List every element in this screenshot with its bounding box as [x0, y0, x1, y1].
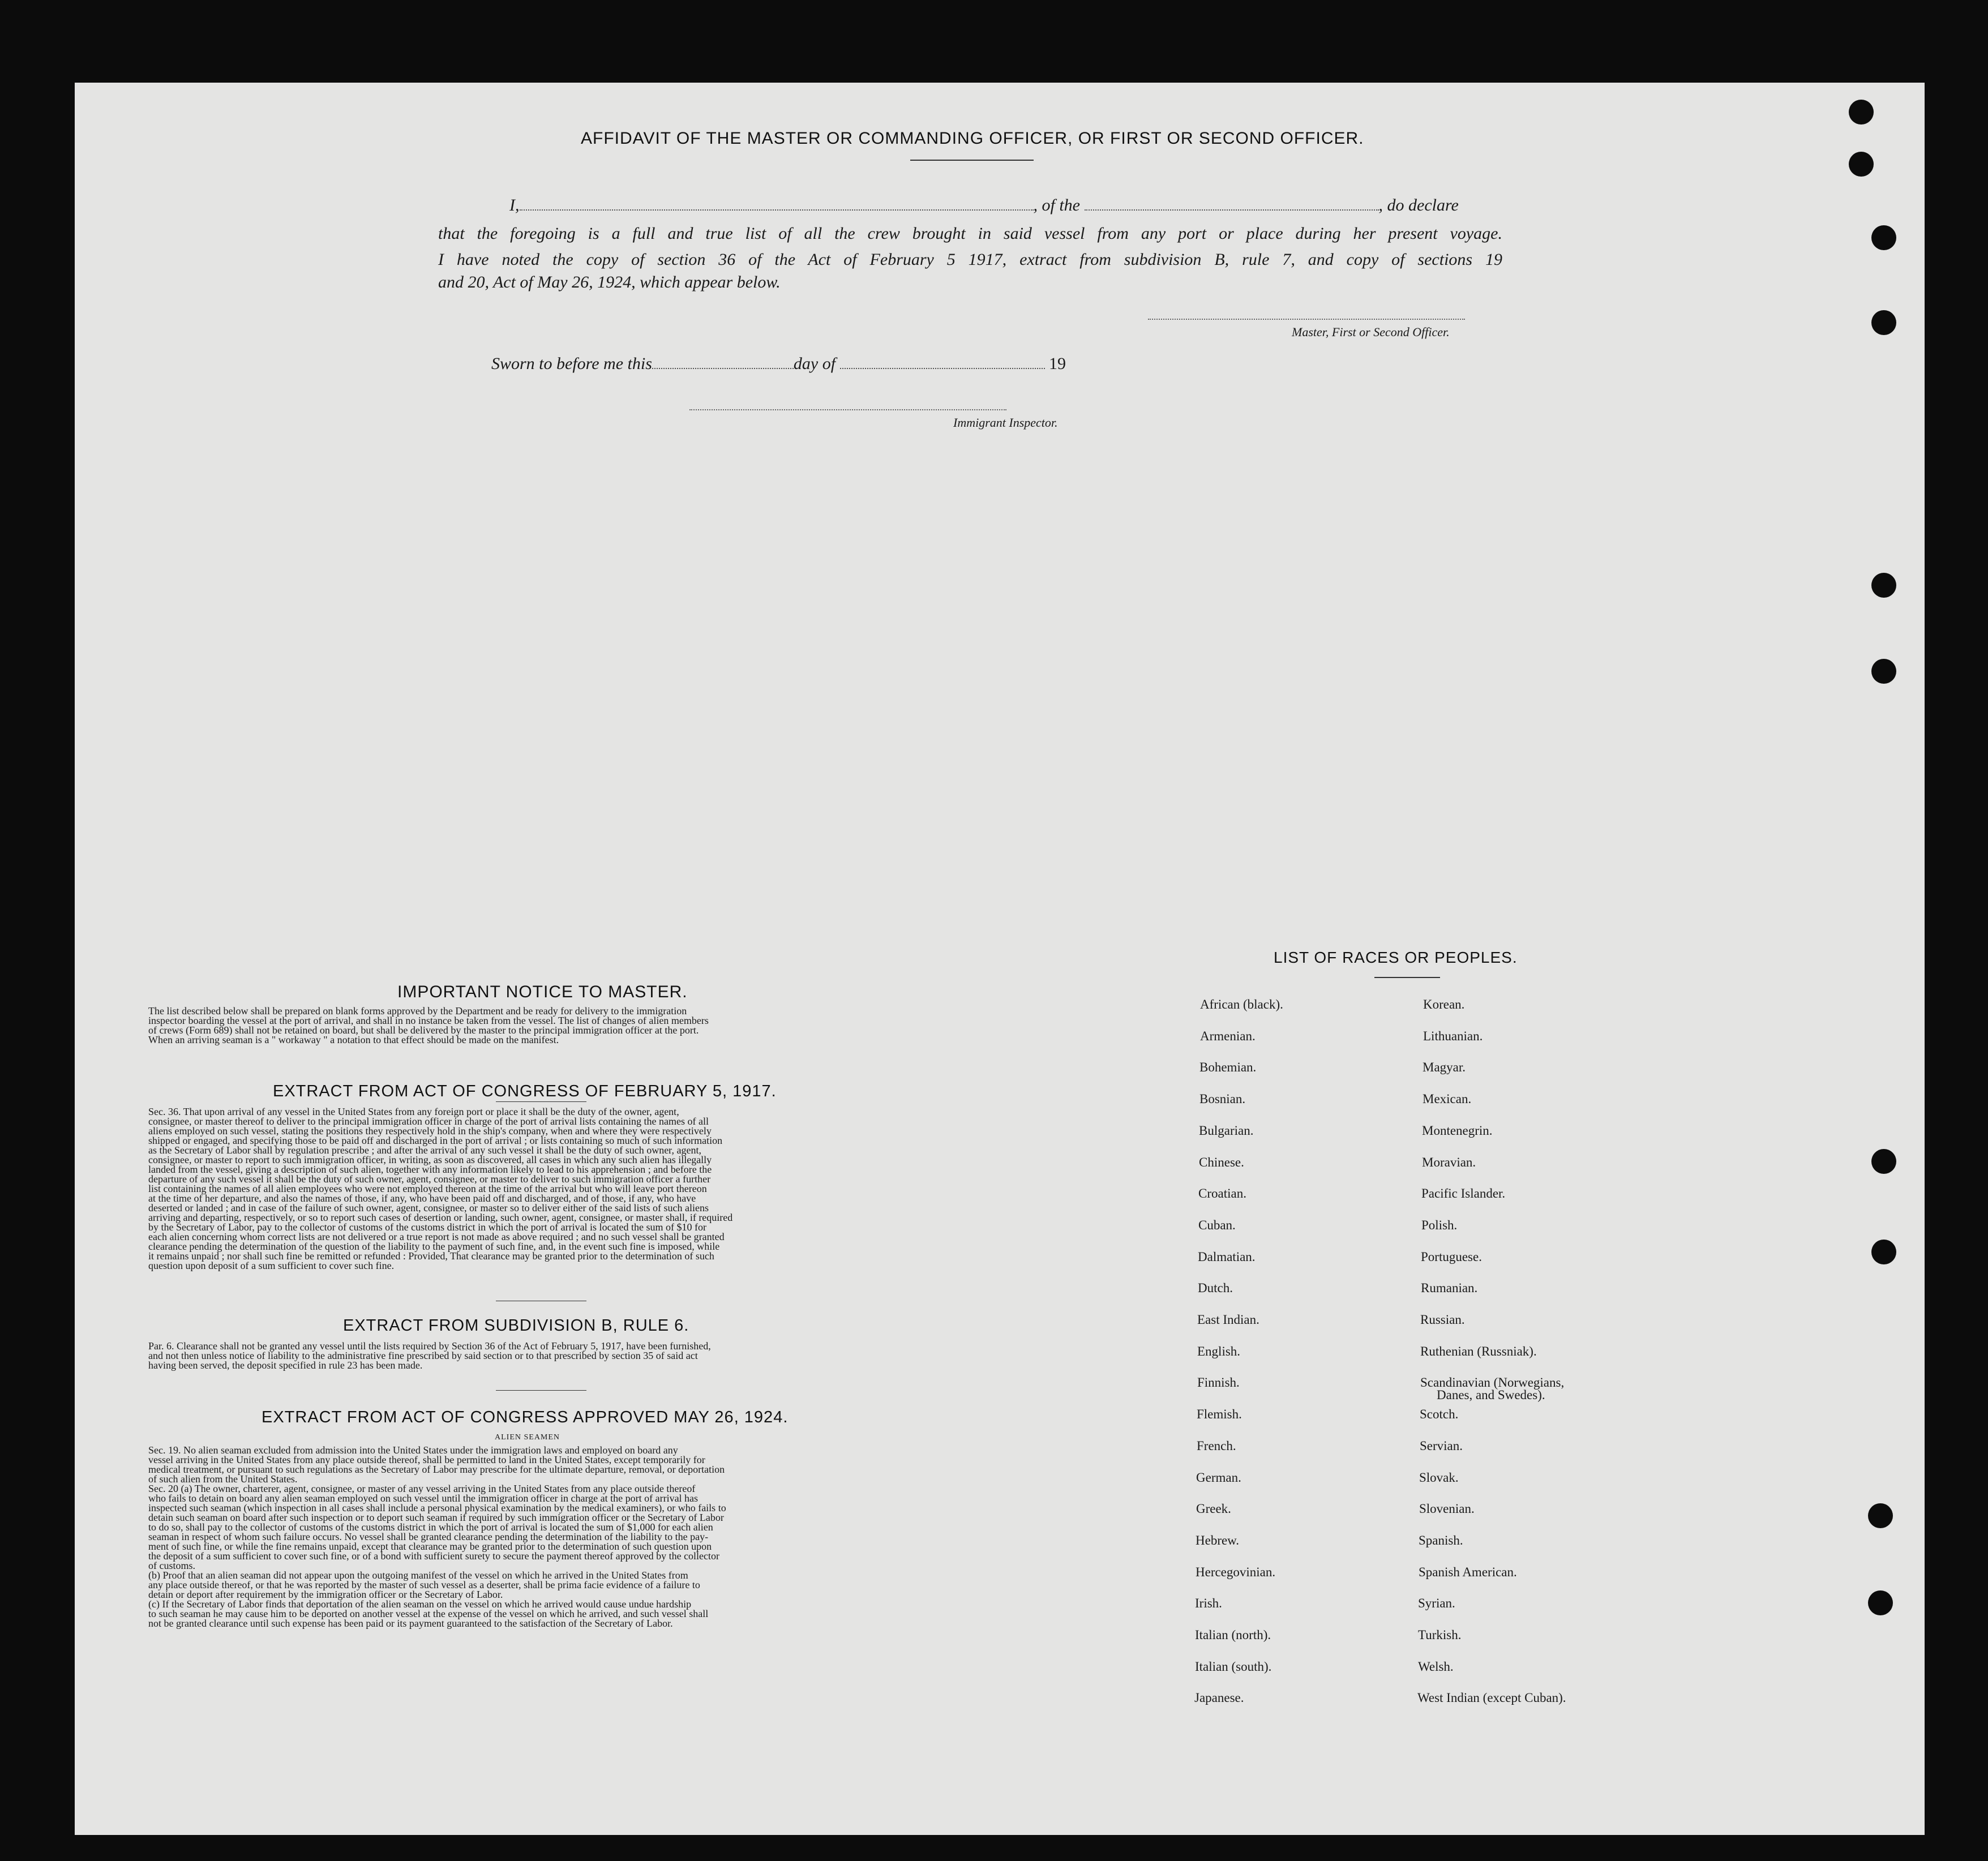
affidavit-title: AFFIDAVIT OF THE MASTER OR COMMANDING OFFICER, OR FIRST OR SECOND OFFICER.	[581, 129, 1364, 148]
race-item: Italian (north).	[1195, 1628, 1271, 1642]
notice-title: IMPORTANT NOTICE TO MASTER.	[397, 983, 688, 1001]
race-item: Japanese.	[1194, 1691, 1244, 1705]
race-item: Mexican.	[1423, 1092, 1472, 1106]
name-field[interactable]	[520, 206, 1034, 211]
race-item: Bulgarian.	[1199, 1124, 1254, 1138]
race-item: Moravian.	[1422, 1155, 1476, 1169]
race-item: Servian.	[1420, 1439, 1463, 1453]
sworn-prefix: Sworn to before me this	[491, 354, 652, 373]
sworn-day-field[interactable]	[652, 365, 794, 369]
race-item: Magyar.	[1423, 1060, 1466, 1074]
race-item: Portuguese.	[1421, 1250, 1482, 1264]
extract-1924-title: EXTRACT FROM ACT OF CONGRESS APPROVED MAY 26, 1924.	[262, 1408, 789, 1426]
punch-hole	[1871, 573, 1896, 598]
master-signature-line[interactable]	[1148, 318, 1465, 320]
section-divider	[496, 1390, 586, 1391]
race-item: Italian (south).	[1195, 1660, 1272, 1674]
race-item: Ruthenian (Russniak).	[1420, 1344, 1537, 1358]
race-item: Dalmatian.	[1198, 1250, 1256, 1264]
race-item: Bohemian.	[1199, 1060, 1257, 1074]
race-item: Hebrew.	[1196, 1533, 1240, 1547]
race-item: Bosnian.	[1199, 1092, 1246, 1106]
sworn-month-field[interactable]	[840, 365, 1045, 369]
race-item: Polish.	[1421, 1218, 1458, 1232]
extract-1917-body: Sec. 36. That upon arrival of any vessel in the United States from any foreign port or place it shall be the duty of the owner, agent, consignee, or master thereof to deliver to the principal immigration officer in charge of the port of arrival lists containing the names of all aliens employed on such vessel, stating the positions they respectively hold in the ship's company, when and where they were respectively shipped or engaged, and specifying those to be paid off and discharged in the port of arrival ; or lists containing so much of such information as the Secretary of Labor shall by regulation prescribe ; and after the arrival of any such vessel it shall be the duty of such owner, agent, consignee, or master to report to such immigration officer, in writing, as soon as discovered, all cases in which any such alien has illegally landed from the vessel, giving a description of such alien, together with any information likely to lead to his apprehension ; and before the departure of any such vessel it shall be the duty of such owner, agent, consignee, or master to deliver to such immigration officer a further list containing the names of all alien employees who were not employed thereon at the time of the arrival but who will leave port thereon at the time of her departure, and also the names of those, if any, who have been paid off and discharged, and of those, if any, who have deserted or landed ; and in case of the failure of such owner, agent, consignee, or master so to deliver either of the said lists of such aliens arriving and departing, respectively, or so to report such cases of desertion or landing, such owner, agent, consignee, or master shall, if required by the Secretary of Labor, pay to the collector of customs of the customs district in which the port of arrival is located the sum of $10 for each alien concerning whom correct lists are not delivered or a true report is not made as above required ; and no such vessel shall be granted clearance pending the determination of the question of the liability to the payment of such fine, and, in the event such fine is imposed, while it remains unpaid ; nor shall such fine be remitted or refunded : Provided, That clearance may be granted prior to the determination of such question upon deposit of a sum sufficient to cover such fine.	[148, 1106, 733, 1271]
race-item: English.	[1197, 1344, 1241, 1358]
race-item: Slovenian.	[1419, 1502, 1475, 1516]
extract-1917-title: EXTRACT FROM ACT OF CONGRESS OF FEBRUARY 5, 1917.	[273, 1082, 777, 1100]
affidavit-line-3: I have noted the copy of section 36 of the Act of February 5 1917, extract from subdivision B, rule 7, and copy of sections 19	[438, 250, 1502, 269]
subdivision-body: Par. 6. Clearance shall not be granted any vessel until the lists required by Section 36 of the Act of February 5, 1917, have been furnished, and not then unless notice of liability to the administrative fine prescribed by said section or to that prescribed by section 35 of said act having been served, the deposit specified in rule 23 has been made.	[148, 1340, 711, 1371]
punch-hole	[1871, 659, 1896, 684]
race-item: Montenegrin.	[1422, 1124, 1493, 1138]
title-underline	[910, 160, 1034, 161]
punch-hole	[1868, 1503, 1893, 1528]
section-divider	[496, 1101, 586, 1102]
race-item: Scotch.	[1420, 1407, 1459, 1421]
affidavit-line-4: and 20, Act of May 26, 1924, which appear below.	[438, 273, 781, 291]
do-declare-label: , do declare	[1378, 196, 1459, 215]
punch-hole	[1849, 100, 1874, 125]
race-item: Pacific Islander.	[1421, 1186, 1506, 1200]
race-item: Welsh.	[1418, 1660, 1454, 1674]
race-item: German.	[1196, 1470, 1241, 1485]
race-item: Dutch.	[1198, 1281, 1233, 1295]
punch-hole	[1871, 225, 1896, 250]
race-item: French.	[1197, 1439, 1236, 1453]
punch-hole	[1871, 310, 1896, 335]
sworn-day-of: day of	[793, 354, 836, 373]
sworn-year: 19	[1049, 354, 1066, 373]
of-the-label: , of the	[1033, 196, 1080, 215]
extract-1924-subtitle: ALIEN SEAMEN	[495, 1433, 560, 1442]
race-item: West Indian (except Cuban).	[1417, 1691, 1566, 1705]
race-item: African (black).	[1200, 997, 1283, 1011]
race-item-continuation: Danes, and Swedes).	[1437, 1388, 1545, 1402]
master-signature-label: Master, First or Second Officer.	[1292, 325, 1450, 339]
race-item: Greek.	[1196, 1502, 1231, 1516]
punch-hole	[1871, 1240, 1896, 1264]
affidavit-line-1	[509, 196, 1459, 215]
race-item: East Indian.	[1197, 1313, 1259, 1327]
race-item: Armenian.	[1200, 1029, 1256, 1043]
race-item: Spanish American.	[1419, 1565, 1517, 1579]
extract-1924-body: Sec. 19. No alien seaman excluded from admission into the United States under the immigration laws and employed on board any vessel arriving in the United States from any place outside thereof, shall be permitted to land in the United States, except temporarily for medical treatment, or pursuant to such regulations as the Secretary of Labor may prescribe for the ultimate departure, removal, or deportation of such alien from the United States. Sec. 20 (a) The owner, charterer, agent, consignee, or master of any vessel arriving in the United States from any place outside thereof who fails to detain on board any alien seaman employed on such vessel until the immigration officer in charge at the port of arrival has inspected such seaman (which inspection in all cases shall include a personal physical examination by the medical examiners), or who fails to detain such seaman on board after such inspection or to deport such seaman if required by such immigration officer or the Secretary of Labor to do so, shall pay to the collector of customs of the customs district in which the port of arrival is located the sum of $1,000 for each alien seaman in respect of whom such failure occurs. No vessel shall be granted clearance pending the determination of the liability to the pay- ment of such fine, or while the fine remains unpaid, except that clearance may be granted prior to the determination of such question upon the deposit of a sum sufficient to cover such fine, or of a bond with sufficient surety to secure the payment thereof approved by the collector of customs. (b) Proof that an alien seaman did not appear upon the outgoing manifest of the vessel on which he arrived in the United States from any place outside thereof, or that he was reported by the master of such vessel as a deserter, shall be prima facie evidence of a failure to detain or deport after requirement by the immigration officer or the Secretary of Labor. (c) If the Secretary of Labor finds that deportation of the alien seaman on the vessel on which he arrived would cause undue hardship to such seaman he may cause him to be deported on another vessel at the expense of the vessel on which he arrived, and such vessel shall not be granted clearance until such expense has been paid or its payment guaranteed to the satisfaction of the Secretary of Labor.	[148, 1444, 726, 1629]
race-item: Croatian.	[1198, 1186, 1246, 1200]
races-title-underline	[1374, 977, 1440, 978]
race-item: Chinese.	[1199, 1155, 1244, 1169]
race-item: Spanish.	[1419, 1533, 1463, 1547]
punch-hole	[1871, 1149, 1896, 1174]
race-item: Hercegovinian.	[1196, 1565, 1276, 1579]
affidavit-line-2: that the foregoing is a full and true list of all the crew brought in said vessel from any port or place during her present voyage.	[438, 224, 1502, 243]
sworn-line	[491, 354, 1066, 374]
race-item: Syrian.	[1418, 1596, 1455, 1610]
punch-hole	[1849, 152, 1874, 177]
race-item: Cuban.	[1198, 1218, 1236, 1232]
race-item: Irish.	[1195, 1596, 1222, 1610]
vessel-field[interactable]	[1085, 206, 1379, 211]
race-item: Scandinavian (Norwegians,	[1420, 1375, 1565, 1390]
punch-hole	[1868, 1590, 1893, 1615]
inspector-label: Immigrant Inspector.	[953, 415, 1058, 430]
race-item: Korean.	[1423, 997, 1465, 1011]
subdivision-title: EXTRACT FROM SUBDIVISION B, RULE 6.	[343, 1317, 689, 1335]
inspector-signature-line[interactable]	[689, 409, 1006, 410]
races-title: LIST OF RACES OR PEOPLES.	[1274, 949, 1518, 966]
race-item: Flemish.	[1197, 1407, 1242, 1421]
race-item: Russian.	[1420, 1313, 1465, 1327]
i-label: I,	[509, 196, 520, 215]
race-item: Slovak.	[1419, 1470, 1459, 1485]
race-item: Finnish.	[1197, 1375, 1240, 1390]
race-item: Rumanian.	[1421, 1281, 1478, 1295]
notice-body: The list described below shall be prepared on blank forms approved by the Department and be ready for delivery to the immigration inspector boarding the vessel at the port of arrival, and shall in no instance be taken from the vessel. The list of changes of alien members of crews (Form 689) shall not be retained on board, but shall be delivered by the master to the principal immigration officer at the port. When an arriving seaman is a " workaway " a notation to that effect should be made on the manifest.	[148, 1005, 709, 1045]
race-item: Turkish.	[1418, 1628, 1462, 1642]
race-item: Lithuanian.	[1423, 1029, 1483, 1043]
